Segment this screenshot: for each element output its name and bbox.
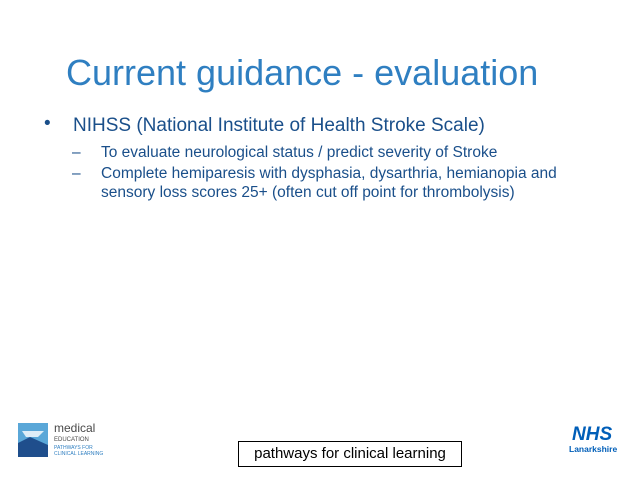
sub-item [72, 164, 612, 224]
sub-item-marker: – [72, 144, 81, 161]
sub-item-text: To evaluate neurological status / predict severity of Stroke [101, 144, 498, 161]
slide-title: Current guidance - evaluation [66, 52, 539, 93]
svg-text:Lanarkshire: Lanarkshire [569, 444, 618, 454]
svg-text:NHS: NHS [572, 424, 613, 445]
svg-text:CLINICAL LEARNING: CLINICAL LEARNING [54, 451, 104, 457]
svg-text:EDUCATION: EDUCATION [54, 437, 89, 443]
sub-item-text: Complete hemiparesis with dysphasia, dysarthria, hemianopia and sensory loss scores 25+ (often cut off point for thrombolysis) [101, 165, 557, 201]
sub-item [72, 143, 612, 163]
bullet-text: NIHSS (National Institute of Health Stroke Scale) [73, 115, 485, 136]
nhs-lanarkshire-logo [568, 418, 624, 464]
footer-tagline: pathways for clinical learning [238, 441, 462, 467]
svg-text:medical: medical [54, 421, 96, 435]
medical-education-logo [18, 419, 122, 465]
svg-text:PATHWAYS FOR: PATHWAYS FOR [54, 445, 93, 451]
sub-item-marker: – [72, 165, 81, 182]
bullet-marker: • [44, 113, 51, 134]
